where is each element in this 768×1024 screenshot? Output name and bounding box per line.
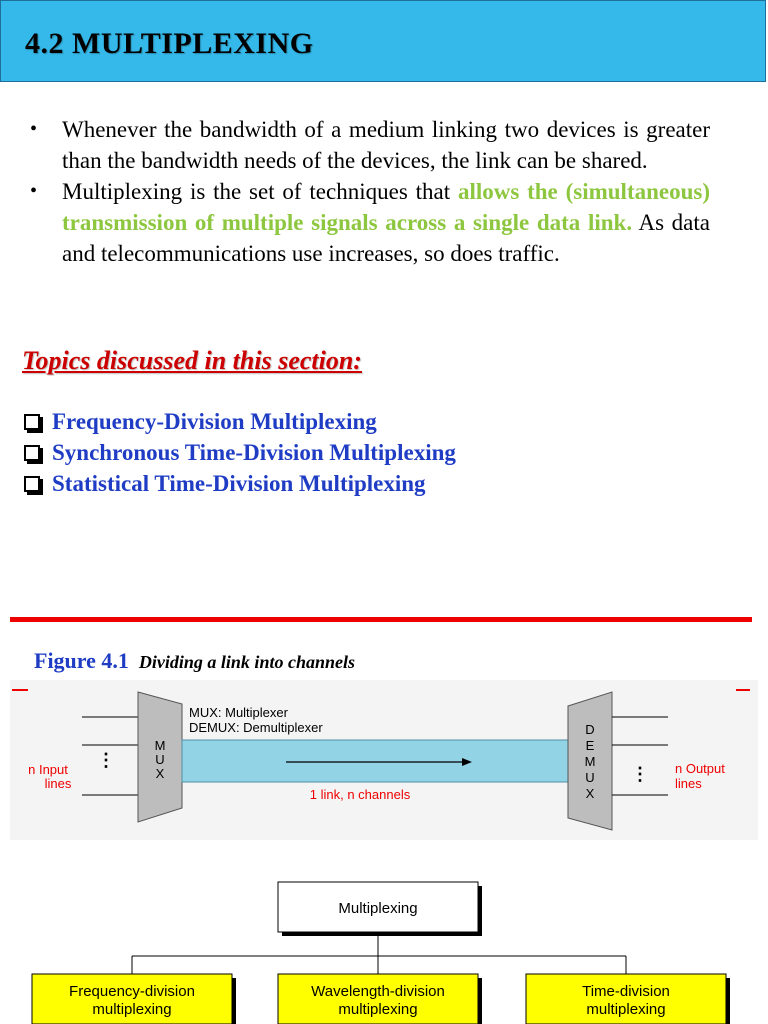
bullet-dot-icon: • bbox=[30, 118, 38, 140]
topic-label: Statistical Time-Division Multiplexing bbox=[52, 470, 426, 496]
topics-heading: Topics discussed in this section: bbox=[22, 346, 362, 375]
input-label: n Input bbox=[28, 762, 68, 777]
output-label: n Output bbox=[675, 761, 725, 776]
output-label: lines bbox=[675, 776, 702, 791]
leaf-label: multiplexing bbox=[92, 1001, 172, 1018]
mux-diagram bbox=[10, 680, 758, 840]
bullet-item bbox=[30, 176, 710, 269]
demux-letter: D bbox=[585, 722, 595, 737]
topic-item bbox=[22, 437, 456, 468]
bullet-list bbox=[30, 114, 710, 269]
topic-label: Frequency-Division Multiplexing bbox=[52, 408, 377, 434]
bullet-text: Whenever the bandwidth of a medium linking two devices is greater than the bandwidth needs of the devices, the link can be shared. bbox=[62, 117, 710, 173]
figure-title: Dividing a link into channels bbox=[138, 652, 355, 672]
section-divider bbox=[10, 617, 752, 622]
leaf-label: multiplexing bbox=[586, 1001, 666, 1018]
input-label: lines bbox=[44, 776, 72, 791]
mux-letter: X bbox=[155, 766, 165, 781]
leaf-label: Time-division bbox=[582, 983, 670, 1000]
demux-letter: U bbox=[585, 770, 595, 785]
bullet-dot-icon: • bbox=[30, 180, 38, 202]
topic-list bbox=[22, 406, 456, 499]
link-channel bbox=[182, 740, 568, 782]
multiplexing-tree bbox=[0, 870, 768, 1024]
figure-caption bbox=[34, 648, 355, 674]
mux-legend: MUX: Multiplexer bbox=[189, 705, 288, 720]
leaf-label: multiplexing bbox=[338, 1001, 418, 1018]
checkbox-square-icon bbox=[24, 445, 40, 461]
page-title: 4.2 MULTIPLEXING bbox=[25, 27, 314, 60]
bullet-highlight: allows the (simultaneous) transmission of multiple signals across a single data link. bbox=[62, 179, 711, 235]
title-bar bbox=[0, 0, 766, 82]
checkbox-square-icon bbox=[24, 414, 40, 430]
topic-item bbox=[22, 468, 456, 499]
mux-letter: M bbox=[154, 738, 166, 753]
bullet-text-after: As data and telecommunications use increases, so does traffic. bbox=[62, 210, 710, 266]
bullet-text: Multiplexing is the set of techniques that bbox=[62, 179, 458, 204]
bullet-item bbox=[30, 114, 710, 176]
leaf-label: Frequency-division bbox=[69, 983, 195, 1000]
topic-label: Synchronous Time-Division Multiplexing bbox=[52, 439, 456, 465]
checkbox-square-icon bbox=[24, 476, 40, 492]
demux-letter: M bbox=[584, 754, 596, 769]
demux-legend: DEMUX: Demultiplexer bbox=[189, 720, 323, 735]
topic-item bbox=[22, 406, 456, 437]
root-label: Multiplexing bbox=[338, 900, 418, 917]
vertical-ellipsis-icon: ⋮ bbox=[631, 764, 649, 784]
leaf-label: Wavelength-division bbox=[311, 983, 445, 1000]
link-label: 1 link, n channels bbox=[309, 787, 411, 802]
vertical-ellipsis-icon: ⋮ bbox=[97, 750, 115, 770]
mux-letter: U bbox=[155, 752, 165, 767]
demux-letter: E bbox=[585, 738, 595, 753]
demux-letter: X bbox=[585, 786, 595, 801]
figure-label: Figure 4.1 bbox=[34, 648, 129, 673]
